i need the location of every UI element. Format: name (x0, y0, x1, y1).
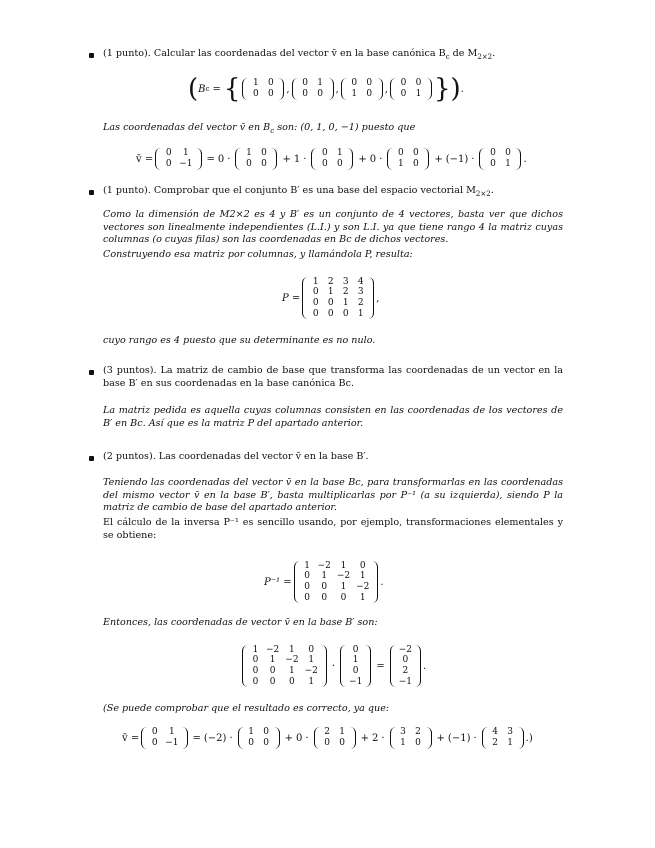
column-vector-v (340, 645, 371, 687)
verification-equation: v̄ = 0 1 0 −1 = (−2) · 1 0 0 0 + 0 · 2 1 0 0 + 2 · 3 2 1 0 + (−1) · 4 3 2 1 .) (122, 727, 533, 748)
matrix-cell: 0 (327, 308, 334, 319)
matrix-body (248, 78, 278, 99)
matrix-left-paren (482, 727, 488, 748)
matrix-cell: 1 (168, 727, 175, 738)
matrix-cell: −2 (317, 560, 331, 571)
matrix-cell: 0 (415, 78, 422, 89)
item-2-paragraph-2: Construyendo esa matriz por columnas, y llamándola P, resulta: (103, 249, 413, 260)
matrix-p-inverse (294, 561, 379, 603)
matrix-right-paren (515, 148, 521, 169)
bullet (89, 370, 94, 375)
item-3-paragraph-1: La matriz pedida es aquella cuyas columnas consisten en las coordenadas de los vectores de B′ en Bc. Así que es la matriz P del apartado anterior. (103, 405, 563, 429)
matrix-cell: 2 (402, 666, 409, 676)
matrix-cell: 1 (357, 308, 364, 319)
matrix-left-paren (341, 78, 347, 99)
matrix-cell: 1 (321, 571, 328, 582)
column-vector-result (390, 645, 421, 687)
matrix-cell: 3 (342, 276, 349, 287)
matrix-right-paren (347, 148, 353, 169)
matrix-cell: 0 (327, 298, 334, 308)
matrix-cell: 1 (415, 89, 422, 99)
matrix-cell: 1 (505, 159, 511, 169)
matrix-body (300, 561, 373, 603)
matrix-right-paren (415, 645, 421, 687)
matrix-left-paren (242, 645, 248, 687)
matrix-cell: 0 (402, 655, 409, 666)
matrix-left-paren (235, 148, 241, 169)
matrix-right-paren (271, 148, 277, 169)
matrix-cell: 0 (248, 738, 254, 748)
matrix-cell: −1 (349, 676, 363, 687)
matrix-p-inverse-equation: P⁻¹ = 1 −2 1 0 0 1 −2 1 0 0 1 −2 0 0 0 1 . (264, 560, 384, 603)
matrix-left-paren (242, 78, 248, 99)
matrix-right-paren (518, 727, 524, 748)
matrix-e12 (311, 148, 353, 169)
matrix-left-paren (314, 727, 320, 748)
matrix-cell: 1 (308, 655, 315, 666)
matrix-cell: 0 (269, 666, 276, 676)
matrix-p-inverse (242, 645, 327, 687)
matrix-right-paren (328, 78, 334, 99)
matrix-cell: 1 (337, 148, 343, 159)
matrix-left-paren (479, 148, 485, 169)
matrix-body (317, 148, 347, 169)
matrix-cell: 1 (352, 655, 359, 666)
matrix-body (147, 727, 181, 748)
matrix-cell: 0 (252, 655, 259, 666)
matrix-left-paren (390, 727, 396, 748)
matrix-cell: 0 (263, 738, 269, 748)
canonical-basis-equation: ( B c = { 1 0 0 0 , 0 1 0 0 , 0 0 1 0 , 0 0 0 1 } ) . (188, 74, 464, 104)
matrix-right-paren (365, 645, 371, 687)
matrix-body (308, 277, 368, 319)
matrix-left-paren (238, 727, 244, 748)
matrix-v (141, 727, 187, 748)
matrix-cell: 1 (359, 592, 366, 603)
matrix-left-paren (340, 645, 346, 687)
matrix-cell: 2 (324, 727, 330, 738)
matrix-cell: 0 (261, 148, 267, 159)
matrix-right-paren (278, 78, 284, 99)
matrix-left-paren (292, 78, 298, 99)
matrix-cell: 0 (412, 159, 419, 169)
matrix-e22 (390, 78, 432, 99)
matrix-cell: 0 (337, 159, 343, 169)
matrix-cell: 2 (327, 276, 334, 287)
matrix-cell: 1 (507, 738, 514, 748)
matrix-cell: 0 (304, 571, 310, 582)
matrix-cell: 1 (339, 727, 345, 738)
matrix-cell: 0 (302, 89, 308, 99)
item-2-paragraph-3: cuyo rango es 4 puesto que su determinante es no nulo. (103, 335, 376, 346)
item-4-title: (2 puntos). Las coordenadas del vector v̄ en la base B′. (103, 451, 369, 462)
item-2-title: (1 punto). Comprobar que el conjunto B′ es una base del espacio vectorial $M_{2\times 2}$. (103, 185, 494, 198)
matrix-cell: 1 (342, 298, 349, 308)
matrix-cell: −2 (266, 644, 280, 655)
coordinates-product-equation: 1 −2 1 0 0 1 −2 1 0 0 1 −2 0 0 0 1 · 0 1 0 −1 = −2 0 2 −1 . (240, 640, 426, 692)
matrix-e11 (242, 78, 284, 99)
bullet (89, 456, 94, 461)
matrix-cell: 1 (304, 560, 310, 571)
matrix-v (155, 148, 201, 169)
matrix-cell: 0 (339, 738, 345, 748)
matrix-cell: −1 (165, 738, 179, 748)
matrix-cell: 0 (352, 644, 359, 655)
matrix-cell: 0 (304, 592, 310, 603)
matrix-e21 (387, 148, 429, 169)
matrix-cell: 0 (304, 582, 310, 592)
matrix-right-paren (423, 148, 429, 169)
matrix-body (248, 645, 321, 687)
matrix-left-paren (387, 148, 393, 169)
item-4-paragraph-3: Entonces, las coordenadas de vector v̄ en la base B′ son: (103, 617, 378, 628)
matrix-body (346, 645, 365, 687)
matrix-cell: 3 (400, 727, 406, 738)
matrix-cell: 0 (261, 159, 267, 169)
matrix-body (298, 78, 328, 99)
matrix-cell: 0 (246, 159, 252, 169)
matrix-cell: 1 (182, 148, 189, 159)
matrix-cell: 3 (507, 727, 514, 738)
matrix-body (396, 645, 415, 687)
matrix-b3 (390, 727, 432, 748)
matrix-cell: 3 (357, 287, 364, 298)
matrix-cell: 1 (252, 644, 259, 655)
matrix-cell: 1 (359, 571, 366, 582)
matrix-left-paren (390, 645, 396, 687)
matrix-cell: 1 (312, 276, 319, 287)
matrix-left-paren (294, 561, 300, 603)
matrix-cell: 0 (366, 89, 373, 99)
matrix-cell: 0 (397, 148, 404, 159)
bullet (89, 190, 94, 195)
matrix-cell: 0 (366, 78, 373, 89)
matrix-cell: 0 (400, 78, 407, 89)
matrix-left-paren (390, 78, 396, 99)
matrix-cell: 0 (289, 676, 295, 687)
matrix-body (488, 727, 518, 748)
matrix-right-paren (426, 78, 432, 99)
matrix-cell: 0 (312, 298, 319, 308)
matrix-cell: −1 (398, 676, 412, 687)
matrix-cell: 0 (308, 644, 315, 655)
matrix-cell: 0 (317, 89, 323, 99)
matrix-cell: 0 (268, 89, 274, 99)
matrix-right-paren (377, 78, 383, 99)
matrix-cell: 1 (253, 78, 259, 89)
matrix-body (396, 78, 426, 99)
matrix-b4 (482, 727, 524, 748)
matrix-cell: 4 (492, 727, 499, 738)
matrix-cell: 0 (253, 89, 259, 99)
matrix-e22 (479, 148, 521, 169)
matrix-cell: 0 (312, 287, 319, 298)
matrix-body (161, 148, 195, 169)
matrix-cell: 0 (322, 159, 328, 169)
matrix-cell: 2 (415, 727, 421, 738)
matrix-cell: −1 (179, 159, 193, 169)
matrix-cell: 0 (412, 148, 419, 159)
matrix-cell: 0 (322, 148, 328, 159)
matrix-cell: 0 (321, 582, 328, 592)
matrix-right-paren (350, 727, 356, 748)
matrix-p-equation: P = 1 2 3 4 0 1 2 3 0 0 1 2 0 0 0 1 , (282, 276, 380, 319)
matrix-cell: 0 (490, 148, 496, 159)
item-4-paragraph-1: Teniendo las coordenadas del vector v̄ en la base Bc, para transformarlas en las coordenadas del mismo vector v̄ en la base B′, basta multiplicarlas por P⁻¹ (a su izquierda), siendo P la matriz de cambio de base del apartado anterior. (103, 477, 563, 514)
matrix-cell: −2 (398, 644, 412, 655)
matrix-b2 (314, 727, 356, 748)
item-2-paragraph-1: Como la dimensión de M2×2 es 4 y B′ es un conjunto de 4 vectores, basta ver que dichos vectores son linealmente independientes (L.I.) y son L.I. ya que tiene rango 4 la matriz cuyas columnas (o cuyas filas) son las coordenadas en Bc de dichos vectores. (103, 209, 563, 246)
matrix-right-paren (426, 727, 432, 748)
matrix-cell: 0 (302, 78, 308, 89)
matrix-right-paren (372, 561, 378, 603)
matrix-body (396, 727, 426, 748)
matrix-cell: 0 (165, 159, 172, 169)
matrix-cell: 1 (340, 560, 347, 571)
matrix-body (485, 148, 515, 169)
matrix-left-paren (302, 277, 308, 319)
matrix-cell: 2 (342, 287, 349, 298)
matrix-left-paren (311, 148, 317, 169)
matrix-cell: 0 (263, 727, 269, 738)
matrix-body (347, 78, 377, 99)
matrix-e11 (235, 148, 277, 169)
matrix-cell: 0 (490, 159, 496, 169)
matrix-b1 (238, 727, 280, 748)
matrix-body (244, 727, 274, 748)
matrix-cell: 1 (351, 89, 358, 99)
matrix-cell: 0 (269, 676, 276, 687)
matrix-cell: 0 (252, 666, 259, 676)
matrix-body (320, 727, 350, 748)
matrix-cell: 2 (492, 738, 499, 748)
matrix-cell: 0 (400, 89, 407, 99)
matrix-cell: 1 (308, 676, 315, 687)
matrix-e21 (341, 78, 383, 99)
item-4-paragraph-2: El cálculo de la inversa P⁻¹ es sencillo usando, por ejemplo, transformaciones elementales y se obtiene: (103, 517, 563, 541)
matrix-right-paren (321, 645, 327, 687)
matrix-cell: 0 (505, 148, 511, 159)
matrix-right-paren (274, 727, 280, 748)
item-1-answer: Las coordenadas del vector v̄ en $B_c$ son: (0, 1, 0, −1) puesto que (103, 122, 416, 135)
matrix-body (393, 148, 423, 169)
matrix-cell: 1 (289, 644, 295, 655)
matrix-cell: 0 (359, 560, 366, 571)
matrix-cell: 0 (321, 592, 328, 603)
matrix-e12 (292, 78, 334, 99)
matrix-right-paren (182, 727, 188, 748)
matrix-cell: 1 (400, 738, 406, 748)
matrix-cell: 0 (351, 78, 358, 89)
matrix-cell: 0 (151, 738, 158, 748)
item-4-paragraph-4: (Se puede comprobar que el resultado es correcto, ya que: (103, 703, 390, 714)
matrix-cell: 0 (340, 592, 347, 603)
matrix-cell: −2 (356, 582, 370, 592)
matrix-cell: 2 (357, 298, 364, 308)
vector-decomposition-equation: v̄ = 0 1 0 −1 = 0 · 1 0 0 0 + 1 · 0 1 0 0 + 0 · 0 0 1 0 + (−1) · 0 0 0 1 . (136, 148, 527, 169)
matrix-cell: −2 (285, 655, 299, 666)
matrix-cell: −2 (304, 666, 318, 676)
matrix-cell: 0 (151, 727, 158, 738)
matrix-body (241, 148, 271, 169)
matrix-cell: 0 (352, 666, 359, 676)
matrix-cell: 0 (165, 148, 172, 159)
matrix-left-paren (141, 727, 147, 748)
matrix-cell: 1 (289, 666, 295, 676)
bullet (89, 53, 94, 58)
item-1-title: (1 punto). Calcular las coordenadas del vector v̄ en la base canónica $B_c$ de $M_{2\times 2}$. (103, 48, 496, 61)
matrix-cell: 1 (246, 148, 252, 159)
matrix-cell: 1 (340, 582, 347, 592)
matrix-cell: 0 (415, 738, 421, 748)
matrix-cell: 1 (248, 727, 254, 738)
matrix-cell: 0 (342, 308, 349, 319)
matrix-cell: 0 (312, 308, 319, 319)
matrix-cell: 1 (317, 78, 323, 89)
matrix-cell: 0 (252, 676, 259, 687)
matrix-left-paren (155, 148, 161, 169)
matrix-cell: 1 (397, 159, 404, 169)
matrix-cell: −2 (336, 571, 351, 582)
matrix-right-paren (368, 277, 374, 319)
matrix-cell: 1 (327, 287, 334, 298)
matrix-cell: 1 (269, 655, 276, 666)
matrix-p (302, 277, 374, 319)
matrix-cell: 0 (268, 78, 274, 89)
matrix-cell: 0 (324, 738, 330, 748)
matrix-cell: 4 (357, 276, 364, 287)
matrix-right-paren (196, 148, 202, 169)
item-3-title: (3 puntos). La matriz de cambio de base que transforma las coordenadas de un vector en la base B′ en sus coordenadas en la base canónica Bc. (103, 365, 563, 389)
